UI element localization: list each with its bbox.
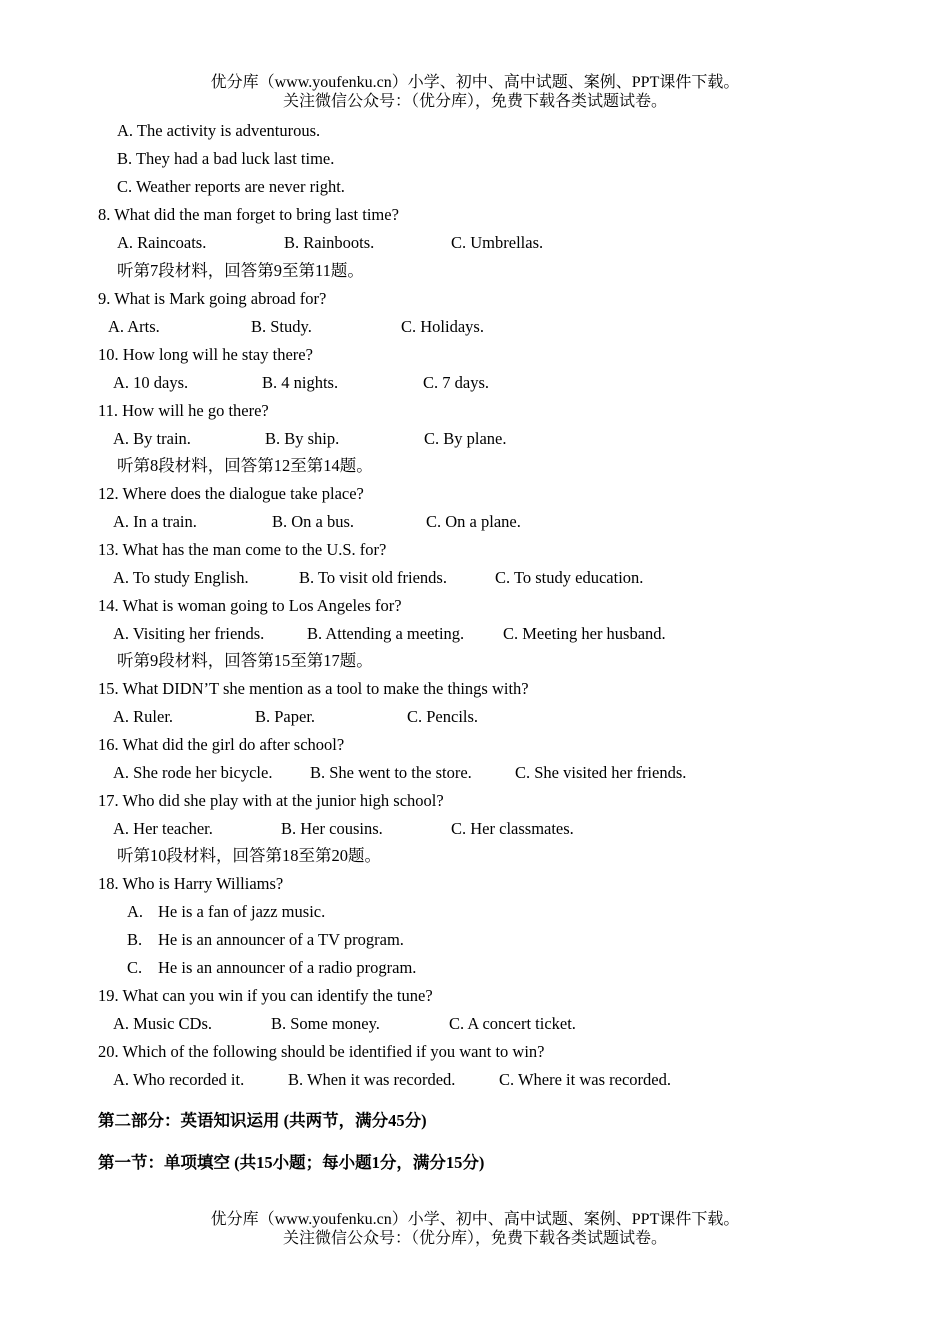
q14-question: 14. What is woman going to Los Angeles for? xyxy=(98,596,402,615)
q18-option-a: He is a fan of jazz music. xyxy=(158,902,326,921)
q19-question: 19. What can you win if you can identify the tune? xyxy=(98,986,433,1005)
q8-question: 8. What did the man forget to bring last time? xyxy=(98,205,399,224)
q10-option-b: B. 4 nights. xyxy=(262,373,339,392)
q20-option-b: B. When it was recorded. xyxy=(288,1070,456,1089)
q13-option-b: B. To visit old friends. xyxy=(299,568,447,587)
section-9-instruction: 听第9段材料，回答第15至第17题。 xyxy=(117,651,373,670)
q16-option-c: C. She visited her friends. xyxy=(515,763,687,782)
section-8-instruction: 听第8段材料，回答第12至第14题。 xyxy=(117,456,373,475)
q19-option-c: C. A concert ticket. xyxy=(449,1014,576,1033)
q7-option-b: B. They had a bad luck last time. xyxy=(117,149,335,168)
q18-option-a-letter: A. xyxy=(127,902,144,921)
q20-option-c: C. Where it was recorded. xyxy=(499,1070,671,1089)
section-10-instruction: 听第10段材料，回答第18至第20题。 xyxy=(117,846,381,865)
section-1-heading: 第一节：单项填空 (共15小题；每小题1分，满分15分) xyxy=(98,1153,485,1172)
q13-option-c: C. To study education. xyxy=(495,568,644,587)
header-line-1: 优分库（www.youfenku.cn）小学、初中、高中试题、案例、PPT课件下载。 xyxy=(210,74,740,91)
q14-option-c: C. Meeting her husband. xyxy=(503,624,666,643)
q18-option-c: He is an announcer of a radio program. xyxy=(158,958,417,977)
q8-option-a: A. Raincoats. xyxy=(117,233,207,252)
q9-option-b: B. Study. xyxy=(251,317,312,336)
q15-question: 15. What DIDN’T she mention as a tool to make the things with? xyxy=(98,679,529,698)
q8-option-c: C. Umbrellas. xyxy=(451,233,544,252)
page-footer xyxy=(0,1210,950,1248)
header-line-2: 关注微信公众号：（优分库），免费下载各类试题试卷。 xyxy=(282,93,667,110)
section-7-instruction: 听第7段材料，回答第9至第11题。 xyxy=(117,261,364,280)
q9-question: 9. What is Mark going abroad for? xyxy=(98,289,327,308)
q13-question: 13. What has the man come to the U.S. for? xyxy=(98,540,387,559)
q18-option-b-letter: B. xyxy=(127,930,143,949)
q15-option-c: C. Pencils. xyxy=(407,707,479,726)
q17-option-a: A. Her teacher. xyxy=(113,819,213,838)
q15-option-b: B. Paper. xyxy=(255,707,316,726)
q9-option-a: A. Arts. xyxy=(108,317,160,336)
q15-option-a: A. Ruler. xyxy=(113,707,174,726)
q11-option-b: B. By ship. xyxy=(265,429,340,448)
q20-question: 20. Which of the following should be identified if you want to win? xyxy=(98,1042,545,1061)
q12-option-c: C. On a plane. xyxy=(426,512,521,531)
q11-option-c: C. By plane. xyxy=(424,429,507,448)
q19-option-b: B. Some money. xyxy=(271,1014,380,1033)
page-header xyxy=(0,73,950,111)
q13-option-a: A. To study English. xyxy=(113,568,249,587)
q14-option-b: B. Attending a meeting. xyxy=(307,624,465,643)
q9-option-c: C. Holidays. xyxy=(401,317,484,336)
footer-line-2: 关注微信公众号：（优分库），免费下载各类试题试卷。 xyxy=(282,1230,667,1247)
q14-option-a: A. Visiting her friends. xyxy=(113,624,265,643)
q12-option-b: B. On a bus. xyxy=(272,512,355,531)
q18-option-b: He is an announcer of a TV program. xyxy=(158,930,404,949)
q16-question: 16. What did the girl do after school? xyxy=(98,735,345,754)
part-2-heading: 第二部分：英语知识运用 (共两节，满分45分) xyxy=(98,1111,427,1130)
q10-option-a: A. 10 days. xyxy=(113,373,189,392)
q7-option-a: A. The activity is adventurous. xyxy=(117,121,321,140)
q11-question: 11. How will he go there? xyxy=(98,401,269,420)
q17-option-c: C. Her classmates. xyxy=(451,819,574,838)
q17-question: 17. Who did she play with at the junior high school? xyxy=(98,791,444,810)
q17-option-b: B. Her cousins. xyxy=(281,819,383,838)
q19-option-a: A. Music CDs. xyxy=(113,1014,213,1033)
q10-option-c: C. 7 days. xyxy=(423,373,489,392)
q12-option-a: A. In a train. xyxy=(113,512,197,531)
q7-option-c: C. Weather reports are never right. xyxy=(117,177,345,196)
q16-option-b: B. She went to the store. xyxy=(310,763,472,782)
q18-question: 18. Who is Harry Williams? xyxy=(98,874,284,893)
q10-question: 10. How long will he stay there? xyxy=(98,345,313,364)
q12-question: 12. Where does the dialogue take place? xyxy=(98,484,364,503)
q20-option-a: A. Who recorded it. xyxy=(113,1070,245,1089)
q18-option-c-letter: C. xyxy=(127,958,143,977)
footer-line-1: 优分库（www.youfenku.cn）小学、初中、高中试题、案例、PPT课件下载。 xyxy=(210,1211,740,1228)
q11-option-a: A. By train. xyxy=(113,429,191,448)
q16-option-a: A. She rode her bicycle. xyxy=(113,763,273,782)
q8-option-b: B. Rainboots. xyxy=(284,233,375,252)
